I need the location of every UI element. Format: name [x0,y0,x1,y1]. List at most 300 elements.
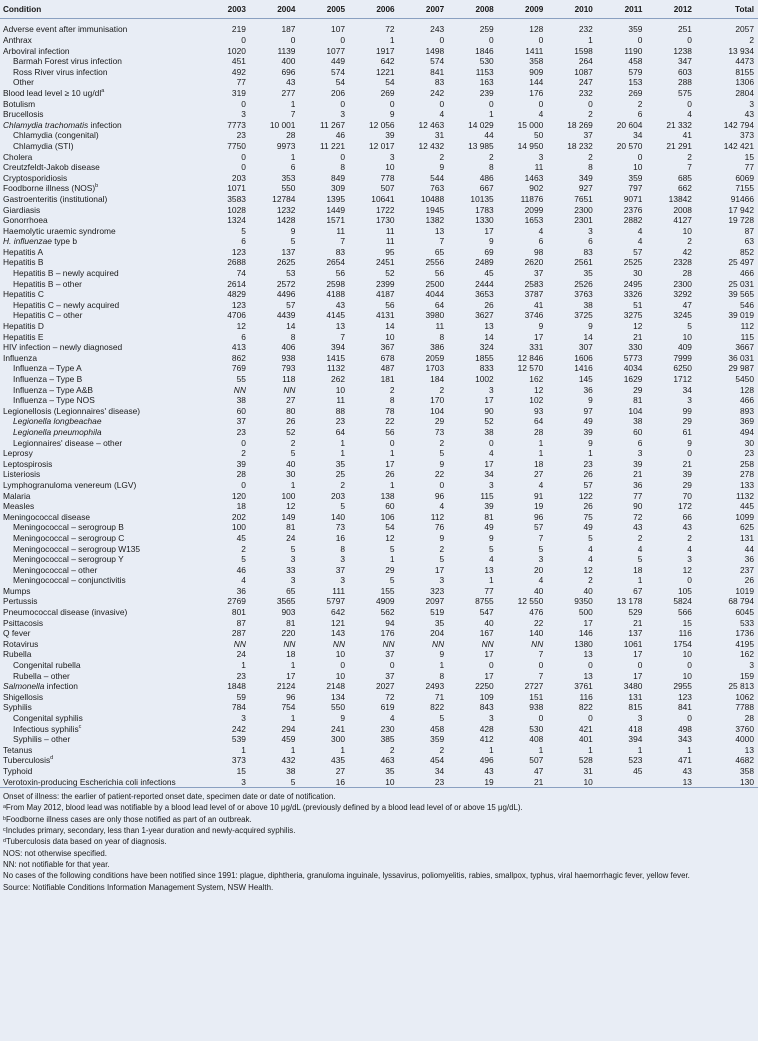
year-cell: 39 [682,469,692,480]
year-cell: 22 [533,617,544,628]
year-cell: 35 [434,617,445,628]
year-cell: 23 [434,776,445,787]
year-cell: 17 [484,670,494,681]
year-cell: 137 [281,246,296,257]
year-cell: 1 [489,744,494,755]
year-cell: 12 [583,564,593,575]
year-cell: 9 [439,162,445,173]
year-cell: 367 [380,342,395,353]
year-cell: 1415 [326,352,346,363]
year-cell: 29 [633,384,643,395]
year-cell: 1 [389,35,395,45]
total-cell: 6069 [735,172,754,183]
year-cell: 642 [380,56,395,67]
table-row [0,660,758,671]
year-cell: 1 [489,109,494,120]
total-cell: 63 [744,236,754,247]
year-cell: 2008 [673,204,692,215]
year-cell: 1087 [574,66,593,77]
year-cell: 401 [578,734,593,745]
condition-name: Hepatitis B – other [13,278,82,289]
table-row [0,459,758,470]
total-cell: 7788 [735,702,754,713]
total-cell: 237 [740,564,754,575]
table-row [0,628,758,639]
year-cell: 815 [628,702,643,713]
year-cell: 12 [633,321,643,332]
year-cell: 138 [380,490,395,501]
year-cell: 116 [678,628,692,639]
year-cell: 3275 [623,310,643,321]
year-cell: 13 [335,321,346,332]
year-cell: 8 [340,162,346,173]
year-cell: 413 [231,342,246,353]
year-cell: 2376 [623,204,643,215]
year-cell: 0 [241,162,246,173]
year-cell: 11 267 [320,119,346,130]
year-cell: 181 [380,374,395,384]
year-cell: 17 [484,458,494,469]
year-cell: 57 [533,522,544,533]
year-cell: 81 [484,511,494,522]
total-cell: 3 [749,98,754,109]
year-cell: 44 [484,130,494,141]
condition-name: Meningococcal disease [3,511,91,522]
table-row [0,406,758,417]
year-cell: 2 [241,543,246,554]
year-cell: 170 [430,395,445,406]
year-cell: 406 [281,342,296,353]
year-cell: 662 [677,183,692,194]
year-cell: 3 [241,713,246,723]
year-cell: 7773 [227,119,246,130]
table-row [0,491,758,502]
footnote-line: No cases of the following conditions have been notified since 1991: plague, diphtheria, granuloma inguinale, lyssavirus, poliomyelitis, rabies, smallpox, typhus, viral haemorrhagic fever, yellow fever. [3,871,690,881]
table-row [0,512,758,523]
year-cell: 1428 [276,215,296,226]
year-cell: 2 [439,744,445,755]
year-cell: 28 [682,268,692,279]
year-cell: 0 [241,151,246,162]
year-cell: 22 [385,416,395,427]
total-cell: 15 [744,151,754,162]
year-cell: 67 [633,585,643,596]
year-cell: 134 [331,691,346,702]
year-cell: 29 [434,416,445,427]
year-cell: 3761 [574,681,593,692]
year-cell: 26 [286,416,296,427]
total-cell: 36 031 [728,352,754,363]
table-row [0,99,758,110]
year-cell: 0 [389,98,395,109]
year-cell: 72 [385,23,395,34]
total-cell: 466 [740,395,754,406]
condition-name: Measles [3,501,35,512]
year-cell: 1382 [425,215,445,226]
year-cell: 3 [538,554,544,565]
year-cell: NN [332,638,346,649]
year-cell: 288 [677,77,692,88]
year-cell: 754 [281,702,296,713]
year-cell: 71 [434,691,445,702]
year-cell: 435 [331,755,346,766]
year-cell: 56 [434,268,445,279]
year-cell: 12 [236,321,246,332]
year-cell: 8 [389,395,395,406]
year-cell: 93 [533,405,544,416]
table-row [0,46,758,57]
year-cell: 5 [538,543,544,554]
year-cell: 65 [434,246,445,257]
total-cell: 4195 [735,638,754,649]
year-cell: 24 [236,649,246,660]
year-cell: 2451 [375,257,395,268]
year-cell: 11 [385,236,395,247]
year-cell: 116 [579,691,593,702]
year-cell: 4145 [326,310,346,321]
year-cell: 9 [588,395,593,406]
year-cell: 2 [588,109,593,120]
year-cell: 1498 [425,45,445,56]
total-cell: 4473 [735,56,754,67]
year-cell: 8 [489,162,494,173]
column-header-2004: 2004 [250,0,300,19]
year-cell: 262 [331,374,346,384]
year-cell: 38 [286,765,296,776]
year-cell: 0 [340,35,346,45]
year-cell: 685 [677,172,692,183]
table-row [0,109,758,120]
year-cell: 294 [281,723,296,734]
condition-name: Hepatitis D [3,321,44,332]
year-cell: 1190 [624,45,643,56]
footnote-line: NOS: not otherwise specified. [3,848,107,858]
year-cell: 2099 [524,204,544,215]
table-row [0,236,758,247]
year-cell: 43 [682,522,692,533]
year-cell: 343 [677,734,692,745]
year-cell: 18 232 [567,140,593,151]
condition-name: HIV infection – newly diagnosed [3,342,123,353]
total-cell: 26 [744,575,754,586]
footnote-line: ᵇFoodborne illness cases are only those notified as part of an outbreak. [3,814,252,824]
year-cell: 88 [335,405,346,416]
year-cell: 319 [231,87,246,98]
year-cell: 1 [637,575,643,586]
year-cell: 26 [385,469,395,480]
condition-name: Verotoxin-producing Escherichia coli infections [3,776,176,787]
total-cell: 8155 [735,66,754,77]
year-cell: 230 [380,723,395,734]
table-row [0,141,758,152]
condition-name: Anthrax [3,35,32,45]
total-cell: 28 [744,713,754,723]
year-cell: 1855 [475,352,494,363]
year-cell: 2556 [425,257,445,268]
condition-name: Pertussis [3,596,38,607]
year-cell: NN [531,638,544,649]
year-cell: 0 [340,151,346,162]
year-cell: 353 [281,172,296,183]
year-cell: 2572 [276,278,296,289]
total-cell: 1099 [735,511,754,522]
table-row [0,480,758,491]
year-cell: 3480 [623,681,643,692]
year-cell: 83 [583,246,593,257]
year-cell: 140 [529,628,544,639]
year-cell: 40 [286,458,296,469]
year-cell: 10 [633,162,643,173]
year-cell: 6 [241,236,246,247]
year-cell: NN [233,384,246,395]
year-cell: 14 [484,331,494,342]
year-cell: 575 [677,87,692,98]
total-cell: 23 [744,448,754,459]
total-cell: 494 [740,426,754,437]
table-row [0,342,758,353]
year-cell: 259 [479,23,494,34]
table-row [0,724,758,735]
year-cell: 81 [633,395,643,406]
year-cell: NN [283,638,296,649]
total-cell: 115 [740,331,754,342]
year-cell: 27 [533,469,544,480]
year-cell: 144 [529,77,544,88]
year-cell: 14 [583,331,593,342]
year-cell: 784 [231,702,246,713]
year-cell: 269 [628,87,643,98]
year-cell: 498 [677,723,692,734]
total-cell: 130 [740,776,754,787]
year-cell: 167 [479,628,494,639]
year-cell: 822 [430,702,445,713]
year-cell: 96 [434,490,445,501]
year-cell: 1606 [574,352,593,363]
table-row [0,374,758,385]
year-cell: 5797 [326,596,346,607]
year-cell: 1754 [673,638,692,649]
year-cell: 507 [380,183,395,194]
year-cell: 29 [682,416,692,427]
year-cell: 0 [241,437,246,448]
table-row [0,469,758,480]
year-cell: 3326 [623,289,643,300]
year-cell: 21 [633,617,643,628]
total-cell: 142 794 [723,119,754,130]
condition-name: Meningococcal – serogroup B [13,522,124,533]
year-cell: 1 [588,35,593,45]
table-row [0,332,758,343]
table-header [0,0,758,19]
total-cell: 3 [749,660,754,671]
total-cell: 36 [744,554,754,565]
year-cell: 619 [380,702,395,713]
year-cell: 241 [331,723,346,734]
year-cell: 145 [578,374,593,384]
condition-name: Influenza [3,352,37,363]
year-cell: 16 [335,776,346,787]
year-cell: 3725 [574,310,593,321]
year-cell: 37 [533,268,544,279]
table-row [0,777,758,788]
year-cell: 12 [682,564,692,575]
year-cell: 57 [583,479,593,490]
total-cell: 445 [740,501,754,512]
year-cell: 21 [633,331,643,342]
year-cell: 3980 [425,310,445,321]
condition-name: Hepatitis B [3,257,44,268]
year-cell: 1395 [326,193,346,204]
year-cell: 550 [281,183,296,194]
year-cell: 39 [385,130,395,141]
year-cell: 476 [529,607,544,618]
year-cell: 153 [628,77,643,88]
year-cell: 1 [290,479,296,490]
year-cell: 155 [380,585,395,596]
year-cell: 37 [236,416,246,427]
year-cell: 0 [538,713,544,723]
year-cell: 2882 [623,215,643,226]
table-body [0,19,758,788]
year-cell: 23 [236,130,246,141]
year-cell: 13 [484,564,494,575]
year-cell: 9 [290,225,296,236]
year-cell: 37 [335,564,346,575]
year-cell: 458 [430,723,445,734]
year-cell: 3565 [276,596,296,607]
table-row [0,88,758,99]
table-row [0,300,758,311]
footnote-line: ᵈTuberculosis data based on year of diagnosis. [3,837,167,847]
year-cell: 1 [389,554,395,565]
year-cell: 41 [682,130,692,141]
year-cell: 0 [241,98,246,109]
year-cell: 373 [231,755,246,766]
year-cell: 4 [389,713,395,723]
year-cell: 8 [290,331,296,342]
table-row [0,194,758,205]
table-row [0,205,758,216]
table-row [0,575,758,586]
condition-name: Tetanus [3,744,33,755]
year-cell: 12 [385,532,395,543]
year-cell: 1846 [475,45,494,56]
year-cell [597,777,647,788]
year-cell: 38 [583,299,593,310]
condition-name: Rubella – other [13,670,70,681]
table-row [0,310,758,321]
year-cell: 2124 [276,681,296,692]
year-cell: 2 [389,744,395,755]
year-cell: 667 [479,183,494,194]
total-cell: 358 [740,765,754,776]
year-cell: 64 [533,416,544,427]
year-cell: 64 [434,299,445,310]
year-cell: 54 [335,77,346,88]
condition-name: Botulism [3,98,36,109]
year-cell: 74 [236,268,246,279]
total-cell: 852 [740,246,754,257]
year-cell: 203 [231,172,246,183]
condition-name: Malaria [3,490,31,501]
year-cell: 385 [380,734,395,745]
year-cell: 21 [533,776,544,787]
year-cell: 35 [583,268,593,279]
year-cell: 56 [335,268,346,279]
year-cell: 72 [633,511,643,522]
year-cell: 13 [682,776,692,787]
year-cell: 37 [385,670,395,681]
year-cell: 12 [533,384,544,395]
table-row [0,416,758,427]
year-cell: 2300 [574,204,593,215]
year-cell: 287 [231,628,246,639]
table-row [0,19,758,36]
condition-name: Influenza – Type A [13,363,82,374]
condition-name: Legionellosis (Legionnaires' disease) [3,405,141,416]
year-cell: 544 [430,172,445,183]
table-row [0,353,758,364]
year-cell: 0 [340,660,346,671]
year-cell: 3 [290,554,296,565]
year-cell: 47 [682,299,692,310]
year-cell: 1380 [574,638,593,649]
year-cell: 2444 [475,278,494,289]
year-cell: 418 [628,723,643,734]
year-cell: 20 570 [616,140,643,151]
table-row [0,77,758,88]
total-cell: 1062 [735,691,754,702]
year-cell: 471 [677,755,692,766]
year-cell: 13 [583,649,593,660]
year-cell: 909 [529,66,544,77]
year-cell: 12 463 [418,119,445,130]
year-cell: 2 [637,532,643,543]
table-row [0,565,758,576]
year-cell: 1945 [425,204,445,215]
year-cell: 4 [687,109,692,120]
year-cell: 763 [430,183,445,194]
year-cell: 52 [286,426,296,437]
year-cell: 69 [484,246,494,257]
year-cell: 29 [682,479,692,490]
year-cell: 21 291 [666,140,692,151]
condition-name: Influenza – Type B [13,374,83,384]
year-cell: 347 [677,56,692,67]
year-cell: 9071 [623,193,643,204]
year-cell: 21 [633,469,643,480]
year-cell: 0 [489,98,494,109]
total-cell: 133 [740,479,754,490]
year-cell: 1411 [525,45,544,56]
year-cell: 2 [588,151,593,162]
condition-name: Mumps [3,585,31,596]
year-cell: 0 [637,35,643,45]
footnote-line: ᶜIncludes primary, secondary, less than 1-year duration and newly-acquired syphilis. [3,826,296,836]
year-cell: 8 [439,670,445,681]
total-cell: 29 987 [728,363,754,374]
table-row [0,586,758,597]
condition-name: Foodborne illness (NOS)$^b$ [3,183,99,194]
year-cell: 242 [231,723,246,734]
table-row [0,395,758,406]
year-cell: 187 [281,23,296,34]
year-cell: 143 [331,628,346,639]
year-cell: 3 [637,713,643,723]
year-cell: 3653 [475,289,494,300]
table-row [0,734,758,745]
year-cell: 2526 [574,278,593,289]
